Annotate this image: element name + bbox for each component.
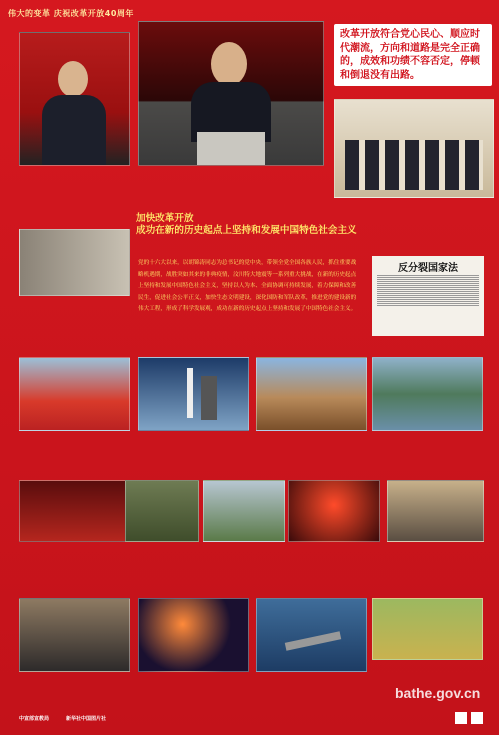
photo-soldiers-rescue [125, 480, 199, 542]
footer-publisher-2: 新华社中国图片社 [66, 716, 107, 722]
photo-olympics-crowd [19, 357, 130, 431]
photo-factory-workers [387, 480, 484, 542]
photo-expo-night [288, 480, 380, 542]
photo-aircraft-carrier [256, 598, 367, 672]
photo-visit-family [19, 229, 130, 296]
photo-fireworks [138, 598, 249, 672]
site-watermark: bathe.gov.cn [395, 685, 481, 701]
photo-rocket-launch [138, 357, 249, 431]
quote-box: 改革开放符合党心民心、顺应时代潮流，方向和道路是完全正确的，成效和功绩不容否定，停顿和倒退没有出路。 [334, 24, 492, 86]
newspaper-clipping [372, 256, 484, 336]
section-body: 党的十六大以来，以胡锦涛同志为总书记的党中央，带领全党全国各族人民，抓住重要战略机遇期，战胜突如其来的非典疫情，汶川特大地震等一系列重大挑战，在新的历史起点上坚持和发展中国特色社会主义，坚持以人为本、全面协调可持续发展，着力保障和改善民生，促进社会公平正义，加快生态文明建设，深化国防和军队改革，推进党的建设新的伟大工程，形成了科学发展观，成功在新的历史起点上坚持和发展了中国特色社会主义。 [138, 260, 357, 312]
header-tag: 伟大的变革 庆祝改革开放40周年 [8, 9, 134, 18]
qr-code-icon [471, 712, 483, 724]
photo-community-visit [19, 598, 130, 672]
newspaper-masthead: 反分裂国家法 [398, 263, 458, 274]
footer-publisher-1: 中宣部宣教局 [19, 716, 50, 722]
photo-summit-group [334, 99, 494, 198]
photo-high-speed-rail [203, 480, 285, 542]
photo-farmer-smile [256, 357, 367, 431]
photo-leader-podium [19, 32, 130, 166]
qr-code-icon [455, 712, 467, 724]
section-title-line2: 成功在新的历史起点上坚持和发展中国特色社会主义 [136, 225, 357, 236]
photo-congress-speech [138, 21, 324, 166]
photo-dam [372, 357, 483, 431]
photo-farmland [372, 598, 483, 660]
photo-stage-performance [19, 480, 130, 542]
section-title-line1: 加快改革开放 [136, 213, 194, 224]
section-title [136, 213, 366, 237]
